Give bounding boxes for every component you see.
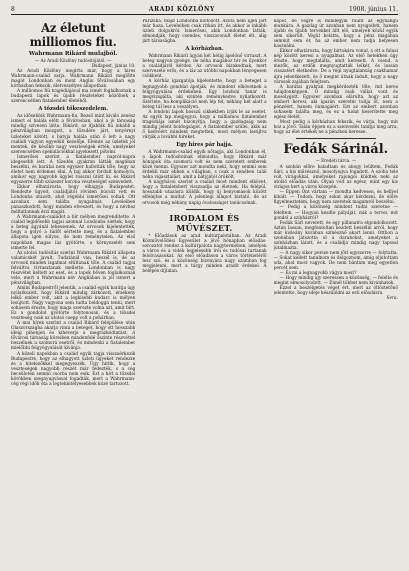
- paragraph: — És mi a legnagyobb vágya most?: [279, 271, 357, 277]
- paragraph: Az Aradi Közlöny megirta már, hogy a hires Wahrmann-család sarja, Wahrmann Rikárd meglőtte magát Londonban és mont Angliu fővárosában egy kórházban fekszik, életveszélyes állapotban.: [11, 69, 136, 90]
- paragraph: A barátai gyakran megkérdezték tőle, mit keres tulajdonképpen. Ő mindig csak vállat vont és mosolygott. Egyszer azonban elárulta, hogy azt az embert keresi, aki igazán szeretni tudja őt, nem a pénzéért, hanem önmagáért. Ezt az embert azonban sohasem találta meg, és ez a tudat keserítette meg egész életét.: [273, 84, 398, 120]
- paragraph: Amint Budapestről jelentik, a család egyik barátja úgy nyilatkozott, hogy Rikárd mindig zárkózott, érzékeny lelkű ember volt, akit a legkisebb kudarc is mélyen lesújtott. Nagy vagyona sem tudta boldoggá tenni, mert sohasem érezte, hogy maga szerezte volna azt, amit bírt. Ez a gondolat gyötörte folytonosan, és a tőzsdei veszteség csak az utolsó csepp volt a pohárban.: [11, 285, 136, 322]
- paragraph: Fedák Sári nevetett, és egy pillanatra elgondolkozott. Aztán lassan, megfontoltan kezdett beszélni arról, hogy már kisleány korában színésznő akart lenni. Otthon a szobában játszotta el a darabokat, amelyeket a színházban látott, és a családja mindig nagy tapssal jutalmazta.: [273, 220, 398, 251]
- paragraph: A mai hírek szerint a család Rikárd felépülése után Olaszországba akarja vinni a beteget, hogy ott hosszabb ideig pihenjen és kiheverje a megrázkódtatást. A fővárosi társaság köreiben mindenfelé őszinte részvéttel beszélnek a szomorú esetről, és mindenki a fiatalember mielőbbi felgyógyulását kívánja.: [11, 321, 136, 352]
- paragraph: A londoni lapok hosszú cikkekben írják le az esetet. Az egyik lap megjegyzi, hogy a milliomos fiatalember tragédiája ismét bizonyítja, hogy a gazdagság nem mindig jelent boldogságot. A fiatalember szülei, akik az ő kedvéért mindent megtettek, most mélyen lesújtva várják a további híreket.: [142, 109, 267, 140]
- section-heading: A kórházban.: [185, 46, 224, 53]
- paragraph: — A nagy siker persze nem jött egyszerre — folytatta. — Sokat kellett tanulnom és dolgoznom, amíg eljutottam oda, ahol most vagyok. De nem bántam meg egyetlen percét sem.: [273, 250, 398, 272]
- paragraph: * Előadások az arad kultúrpalotában. Az Aradi Közművelődési Egyesület a jövő hónapban előadás-sorozatot rendez a kultúrpalota nagytermében, amelyen a város és a vidék legjelesebb írói és tudósai tartanak felolvasásokat. Az első előadáson a város történetéről lesz szó, és a közönség bizonyára nagy számban fog megjelenni, mert a tárgy minden aradit érdekel. A belépés díjtalan.: [142, 233, 267, 274]
- paragraph: Ismerősei szerint a fiatalember napról-napra idegesebb lett. A tőzsdén gyakran látták magában beszélni, és barátai nem egyszer hallották tőle, hogy az életet nem érdemes élni. A baj akkor fordult komolyra, amikor egy nagyobb ügylet rosszul ütött ki, és Rikárd egyszerre több százezer korona veszteséget szenvedett.: [11, 154, 136, 185]
- divider: [186, 209, 222, 210]
- paragraph: Ekkor elhatározta, hogy birtokára vonul, s ott a falusi nép között keresi a nyugalmat. Az első hetekben úgy érezte, hogy megtalálta, amit keresett. A csend, a mezők, az erdők megnyugtatták lelkét, és lassan visszatért életkedve. De a régi nyugtalanság csakhamar újra jelentkezett, és ő megint útnak indult, hogy a nagy városok zajában felejtsen.: [273, 49, 398, 85]
- paragraph: Ezzel a beszélgetés véget ért, mert az öltöztetőnő jelentette, hogy ideje készülődni az esti előadásra.: [273, 286, 398, 297]
- article-byline: — Az Aradi Közlöny tudósítójától. —: [34, 58, 112, 63]
- article-subtitle: Wahrmann Rikárd mulajból.: [28, 51, 118, 57]
- paragraph: Párizsba, majd Londonba költözött. Azóta nem igen járt már haza. Leveleiben csak ritkán írt, és akkor is inkább üzleti dolgokról. Ismerősei, akik Londonban látták, elmondják, hogy csendes, visszavonult életet élt, alig járt társaságba.: [142, 19, 267, 45]
- feuilleton-note: — Eredeti tárca. —: [315, 158, 357, 164]
- paragraph: A Wahrmann-családot a hír mélyen megrendítette. A család legidősebb tagjai azonnal Londonba siettek, hogy a beteg ágyánál lehessenek. Az orvosok kijelentették, hogy a golyó a tüdőt sértette meg, és a fiatalember állapota igen súlyos, de nem reménytelen. Az első napokban magas láz gyötörte, s környezetét sem ismerte fel.: [11, 215, 136, 251]
- paragraph: A szobán előre haladtam és ahogy leültem, Fedák Sári, a kis művésznő, mosolyogva fogadott. A szoba tele volt virágokkal, amelyeket rajongói küldtek neki az utolsó előadás után. Olyan volt az egész, mint egy kis virágos kert a város közepén.: [273, 165, 398, 191]
- column-2: [142, 19, 266, 571]
- article-headline: Az életunt milliomos fiu.: [29, 20, 117, 49]
- paragraph: A kórház igazgatója kijelentette, hogy a beteget a legnagyobb gonddal ápolják, és mindent elkövetnek a felgyógyulása érdekében. Egy londoni tanár is megvizsgálta, aki szintén reménykedve nyilatkozott. Szerinte, ha komplikáció nem lép fel, néhány hét alatt a beteg túl lesz a veszélyen.: [142, 79, 267, 110]
- paragraph: Ekkor elhatározta, hogy elhagyja Budapestet. Rendezte ügyeit, családjától röviden búcsút vett és Londonba utazott, ahol régebbi ismerősei voltak. Ott azonban sem találta nyugalmát. Leveleiben panaszkodott, hogy minden elveszett, és hogy a névhez méltatlannak érzi magát.: [11, 184, 136, 216]
- column-3: [274, 19, 398, 571]
- paragraph: A milliomos fiú tragédiájával ma ismét foglalkoznak a budapesti lapok és újabb részleteket közölnek a szerencsétlen fiatalember életéből.: [11, 89, 136, 105]
- section-heading: A tőzsdei tőkeszedelem.: [38, 106, 108, 113]
- paragraph: Most pedig a kórházban fekszik, és várja, hogy mit hoz a jövő. Talán éppen ez a szenvedés tanítja meg arra, hogy az élet értékét ne a pénzben keresse.: [273, 119, 398, 136]
- section-heading: Egy hires pár hajja.: [176, 142, 233, 149]
- article-dateline: Budapest, június 10.: [91, 63, 136, 68]
- paragraph: Wahrmann Rikárd ágyán két hétig ápolónő virraszt. A beteg nagyon gyenge, de néha magához tér és ilyenkor a családjáról kérdez. Az orvosok bizakodnak, mert szervezete erős, és a láz az utóbbi napokban lényegesen csökkent.: [142, 54, 267, 80]
- masthead: ARADI KÖZLÖNY: [148, 6, 215, 13]
- paragraph: A nagybácsi szerint a család most mindent elkövet, hogy a fiatalembert visszaadja az életnek. Ha felépül, hosszabb utazásra küldik, hogy új benyomások között elfelejtse a multat. A jelenlegi állapot biztató, de az orvosok még néhány napig óvatosságot tanácsolnak.: [142, 180, 267, 206]
- page-number: 8: [11, 6, 15, 13]
- paragraph: — Éppen Önt vártam — mondta kedvesen, és hellyel kínált. — Tudom, hogy sokat akar kérdezni, de előre figyelmeztetem, hogy nem szeretek magamról beszélni.: [273, 190, 398, 206]
- author-signature: Sera.: [386, 296, 398, 302]
- columns: [11, 19, 398, 571]
- issue-date: 1908. június 11.: [349, 6, 398, 13]
- paragraph: Az idősebbik Wahrmann-fiu, Rezső mint kiváló zenész ismert el halála előtt a fővárosban, ahol a jó társaság mindig szívesen látta. Rikárd, az ifjabbik fiú inkább a pénzvilágban mozgott, a tőzsdére járt, tenyérnyi üzleteket kötött, s bátyja halála után ő lett a nagy családi vagyon egyedüli kezelője. Eleinte az üzletek jól mentek, de később nagy veszteségek érték, amelyeket szerencsétlen spekulációkkal igyekezett pótolni.: [11, 114, 136, 155]
- section-heading-literature: IRODALOM ÉS MŰVÉSZET.: [169, 212, 240, 233]
- column-1: [11, 19, 135, 571]
- paragraph: — Hogy mindig így szeressen a közönség, — felelte és megint elmosolyodott. — Ennél többet nem kívánhatok.: [273, 276, 398, 287]
- paragraph: A Wahrmann-család egyik nőtagja, aki Londonban él, a lapok tudósítóinak elmondta, hogy Rikárd már hónapok óta szomorú volt és nem szeretett emberek közé menni. Egyszer azt mondta neki, hogy semmi sem érdekli már ebben a világban, s csak a zenében talál néha vigasztalást, amit a bátyjától örökölt.: [142, 150, 267, 181]
- paragraph: Az utolsó tudósítás szerint Wahrmann Rikárd állapota valamicskét javult. Tudatánál van, beszél is, de az orvosok minden izgalmat eltiltanak tőle. A család tagjai felváltva virrasztanak mellette. Londonban is nagy részvétet keltett az eset, és a lapok bőven foglalkoznak vele, mert a Wahrmann név Angliában is jól ismert a pénzvilágban.: [11, 250, 136, 286]
- page-header: [11, 6, 398, 15]
- divider: [296, 138, 376, 139]
- feuilleton-title: Fedák Sárinál.: [283, 142, 389, 158]
- paragraph: — Pedig a közönség mindent tudni szeretne — feleltem. — Hogyan kezdte pályáját, mik a tervei, mit gondol a színházról?: [273, 205, 398, 221]
- paragraph: A közeli napokban a család egyik tagja visszaérkezik Budapestre, hogy az elhagyott üzleti ügyeket rendezze és a hitelezőkkel megegyezzék. Úgy hírlik, hogy a veszteségek nagyobb részét már fedezték, s a cég becsületén semmi csorba nem esik. Ezt a hírt a tőzsdei körökben megnyugvással fogadták, mert a Wahrmann-cég régi idők óta a legtekintélyesebbek közé tartozott.: [11, 351, 136, 387]
- paragraph: napot, de végre is mindegyik ráunt az egyhangú munkára. A gazdag úr azonban nem nyugodott, hanem újabb és újabb tervekkel állt elő, amelyek közül egyik sem sikerült. Végül belátta, hogy a pénz magában semmit sem ér, ha az ember nem tudja helyesen használni.: [273, 19, 398, 50]
